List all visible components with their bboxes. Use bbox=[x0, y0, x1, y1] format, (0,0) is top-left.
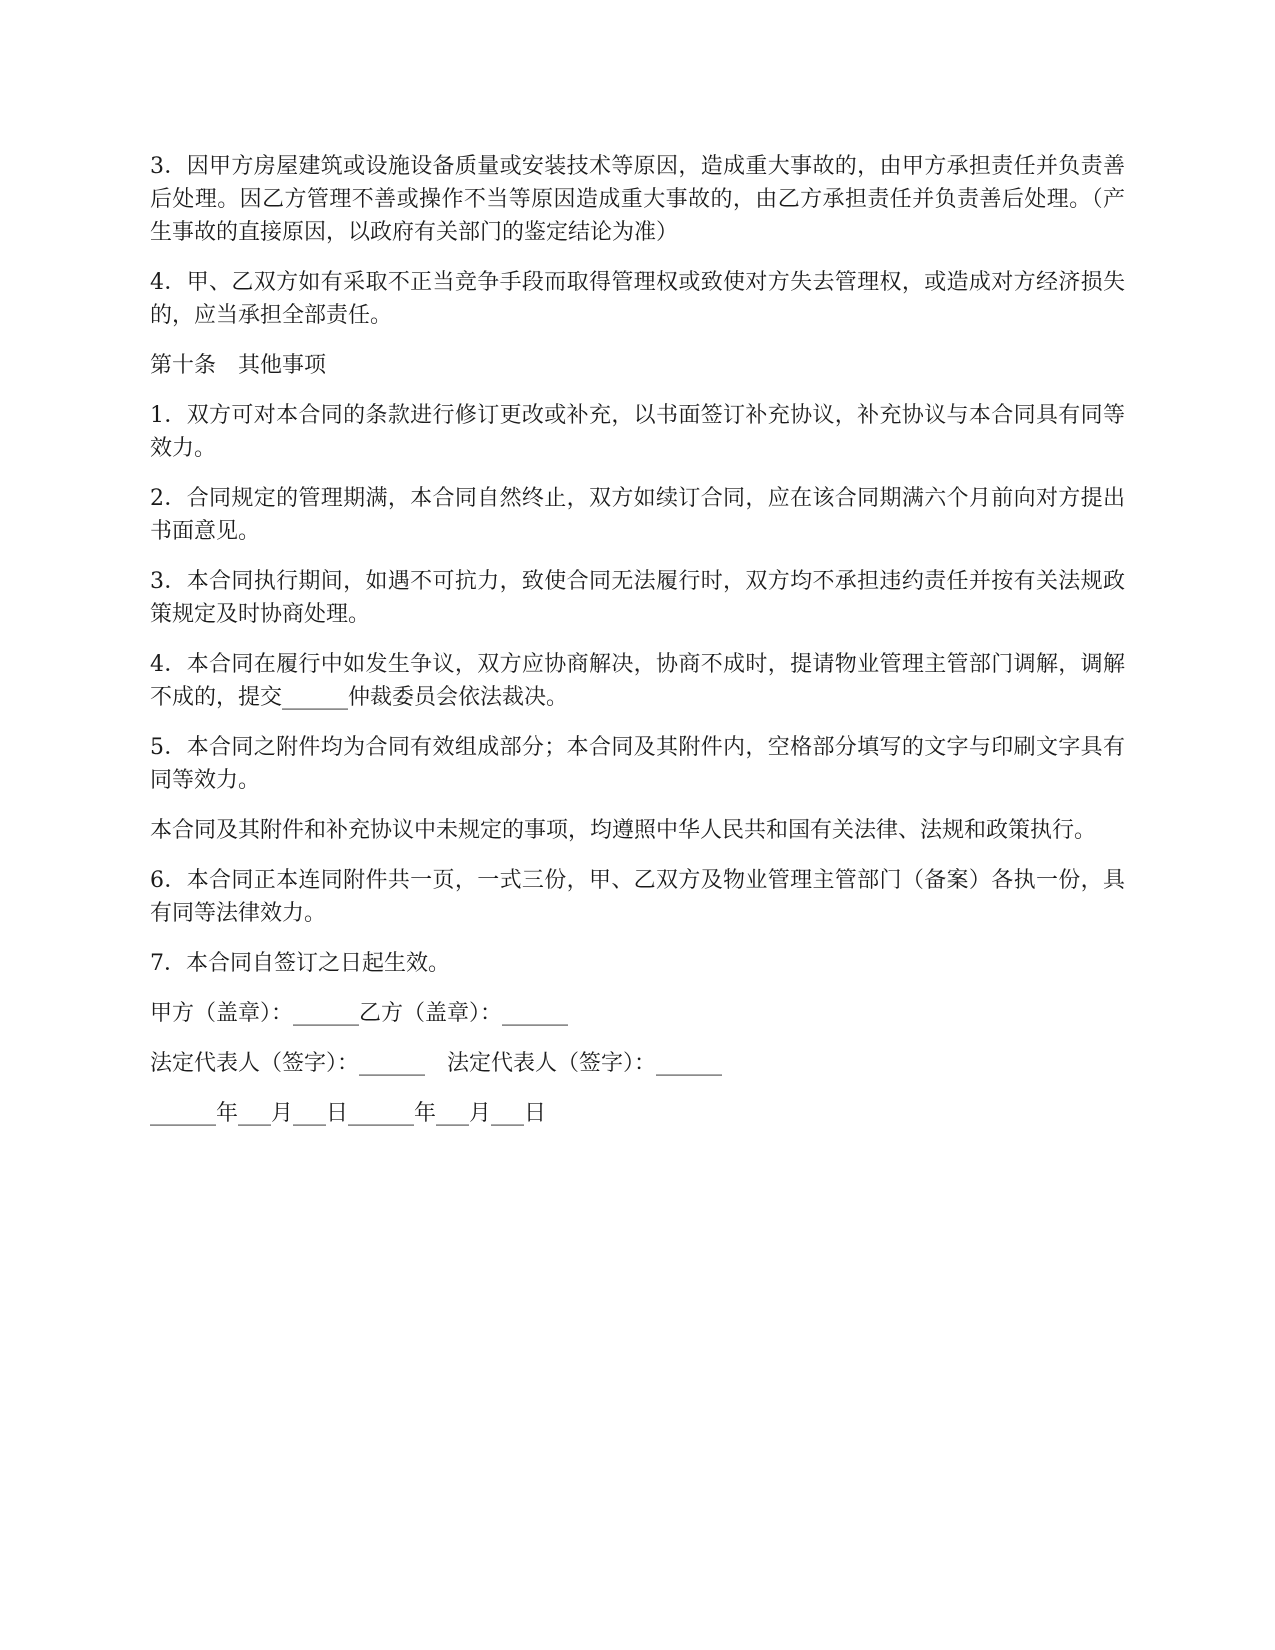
clause-10-3: 3．本合同执行期间，如遇不可抗力，致使合同无法履行时，双方均不承担违约责任并按有关法规政策规定及时协商处理。 bbox=[150, 569, 1125, 627]
clause-10-5: 5．本合同之附件均为合同有效组成部分；本合同及其附件内，空格部分填写的文字与印刷文字具有同等效力。 bbox=[150, 735, 1125, 793]
seal-line: 甲方（盖章）：______乙方（盖章）：______ bbox=[150, 1001, 569, 1026]
clause-9-3: 3．因甲方房屋建筑或设施设备质量或安装技术等原因，造成重大事故的，由甲方承担责任并负责善后处理。因乙方管理不善或操作不当等原因造成重大事故的，由乙方承担责任并负责善后处理。（产生事故的直接原因，以政府有关部门的鉴定结论为准） bbox=[150, 154, 1125, 245]
date-line: ______年___月___日______年___月___日 bbox=[150, 1101, 547, 1126]
supplementary-note: 本合同及其附件和补充协议中未规定的事项，均遵照中华人民共和国有关法律、法规和政策执行。 bbox=[150, 818, 1097, 843]
clause-10-2: 2．合同规定的管理期满，本合同自然终止，双方如续订合同，应在该合同期满六个月前向对方提出书面意见。 bbox=[150, 486, 1125, 544]
clause-10-7: 7．本合同自签订之日起生效。 bbox=[150, 951, 450, 976]
clause-10-1: 1．双方可对本合同的条款进行修订更改或补充，以书面签订补充协议，补充协议与本合同具有同等效力。 bbox=[150, 403, 1125, 461]
clause-9-4: 4．甲、乙双方如有采取不正当竞争手段而取得管理权或致使对方失去管理权，或造成对方经济损失的，应当承担全部责任。 bbox=[150, 270, 1125, 328]
clause-10-4: 4．本合同在履行中如发生争议，双方应协商解决，协商不成时，提请物业管理主管部门调解，调解不成的，提交______仲裁委员会依法裁决。 bbox=[150, 652, 1125, 710]
article-10-heading: 第十条 其他事项 bbox=[150, 353, 327, 378]
representative-signature-line: 法定代表人（签字）：______ 法定代表人（签字）：______ bbox=[150, 1051, 723, 1076]
clause-10-6: 6．本合同正本连同附件共一页，一式三份，甲、乙双方及物业管理主管部门（备案）各执一份，具有同等法律效力。 bbox=[150, 868, 1125, 926]
contract-page bbox=[150, 150, 1125, 1147]
